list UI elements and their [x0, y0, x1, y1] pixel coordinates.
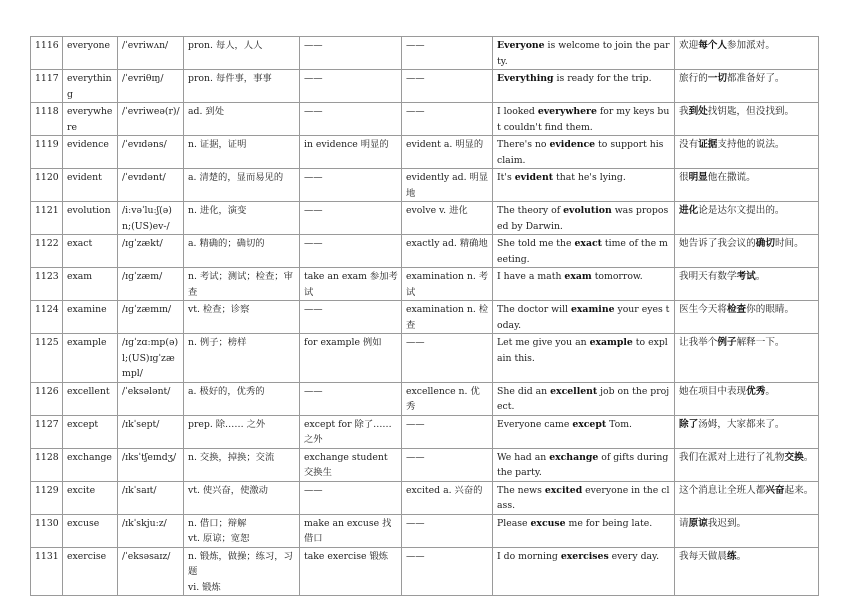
definition-line: vt. 使兴奋，使激动 — [188, 484, 268, 496]
sentence-keyword: evidence — [549, 139, 596, 150]
entry-number: 1116 — [31, 37, 63, 70]
translation-after: 。 — [765, 385, 775, 397]
translation-before: 很 — [679, 172, 689, 183]
phrase: for example 例如 — [300, 334, 402, 383]
vocabulary-table — [30, 36, 819, 596]
translation-after: 。 — [803, 451, 814, 463]
translation-keyword: 进化 — [679, 205, 699, 216]
phonetic-transcription: /ɪɡˈzæmɪn/ — [118, 301, 184, 334]
sentence-before: I do morning — [497, 550, 561, 562]
headword: everything — [63, 70, 118, 103]
translation-keyword: 到处 — [688, 106, 708, 117]
translation-after: 参加派对。 — [726, 40, 775, 51]
definition-line: n. 锻炼，做操；练习，习题 — [188, 550, 293, 577]
definition-line: n. 例子；榜样 — [188, 337, 247, 348]
phonetic-transcription: /ɪksˈtʃeɪndʒ/ — [118, 448, 184, 481]
entry-number: 1124 — [31, 301, 63, 334]
sentence-before: It's — [497, 172, 515, 183]
translation-keyword: 每个人 — [698, 40, 727, 51]
translation-keyword: 优秀 — [746, 385, 766, 397]
headword: evident — [63, 169, 118, 202]
definition — [184, 169, 300, 202]
derivative: —— — [402, 334, 493, 383]
entry-number: 1122 — [31, 235, 63, 268]
chinese-translation — [675, 301, 819, 334]
vocab-row — [31, 382, 819, 415]
translation-after: 找钥匙，但没找到。 — [707, 106, 795, 117]
example-sentence — [493, 70, 675, 103]
definition-line: n. 交换，掉换；交流 — [188, 451, 275, 463]
vocabulary-rows — [31, 37, 819, 596]
headword: exchange — [63, 448, 118, 481]
chinese-translation — [675, 235, 819, 268]
definition-line: ad. 到处 — [188, 106, 224, 117]
headword: excuse — [63, 514, 118, 547]
translation-before: 我 — [679, 106, 689, 117]
example-sentence — [493, 481, 675, 514]
sentence-before: I looked — [497, 106, 538, 117]
phrase: —— — [300, 382, 402, 415]
definition — [184, 37, 300, 70]
phrase: except for 除了…… 之外 — [300, 415, 402, 448]
translation-after: 支持他的说法。 — [717, 139, 785, 150]
derivative: excited a. 兴奋的 — [402, 481, 493, 514]
phonetic-transcription: /ɪkˈsept/ — [118, 415, 184, 448]
definition — [184, 136, 300, 169]
phonetic-transcription: /ɪɡˈzækt/ — [118, 235, 184, 268]
translation-after: 起来。 — [784, 484, 814, 496]
example-sentence — [493, 37, 675, 70]
derivative: —— — [402, 70, 493, 103]
sentence-after: for my keys but couldn't find them. — [497, 106, 670, 133]
translation-before: 让我举个 — [679, 337, 718, 348]
entry-number: 1130 — [31, 514, 63, 547]
definition-line: prep. 除…… 之外 — [188, 418, 266, 430]
sentence-after: every day. — [608, 550, 660, 562]
derivative: —— — [402, 514, 493, 547]
sentence-after: that he's lying. — [553, 172, 626, 183]
translation-keyword: 一切 — [707, 73, 727, 84]
translation-keyword: 证据 — [698, 139, 718, 150]
derivative: —— — [402, 37, 493, 70]
example-sentence — [493, 301, 675, 334]
translation-keyword: 确切 — [755, 238, 775, 249]
definition — [184, 514, 300, 547]
phrase: —— — [300, 481, 402, 514]
phrase: —— — [300, 202, 402, 235]
vocab-row — [31, 514, 819, 547]
example-sentence — [493, 169, 675, 202]
chinese-translation — [675, 169, 819, 202]
sentence-after: is ready for the trip. — [553, 73, 652, 84]
definition-line: n. 借口；辩解 — [188, 517, 247, 529]
phrase: —— — [300, 70, 402, 103]
derivative: examination n. 检查 — [402, 301, 493, 334]
phrase: make an excuse 找借口 — [300, 514, 402, 547]
headword: exam — [63, 268, 118, 301]
chinese-translation — [675, 481, 819, 514]
chinese-translation — [675, 514, 819, 547]
chinese-translation — [675, 103, 819, 136]
translation-keyword: 交换 — [784, 451, 804, 463]
phrase: exchange student 交换生 — [300, 448, 402, 481]
vocab-row — [31, 268, 819, 301]
phrase: —— — [300, 301, 402, 334]
phrase: —— — [300, 37, 402, 70]
sentence-after: Tom. — [606, 418, 632, 430]
derivative: —— — [402, 103, 493, 136]
headword: evidence — [63, 136, 118, 169]
sentence-keyword: exercises — [560, 550, 609, 562]
translation-before: 医生今天将 — [679, 304, 727, 315]
definition-line: vt. 检查；诊察 — [188, 304, 250, 315]
definition-line: a. 极好的，优秀的 — [188, 385, 265, 397]
translation-keyword: 原谅 — [688, 517, 708, 529]
headword: everyone — [63, 37, 118, 70]
translation-before: 我每天做晨 — [679, 550, 727, 562]
headword: examine — [63, 301, 118, 334]
sentence-after: of gifts during the party. — [497, 451, 669, 478]
translation-keyword: 除了 — [679, 418, 699, 430]
vocab-row — [31, 235, 819, 268]
definition-line: vt. 原谅；宽恕 — [188, 533, 250, 544]
translation-before: 我们在派对上进行了礼物 — [679, 451, 785, 463]
sentence-keyword: everywhere — [537, 106, 597, 117]
phonetic-transcription: /ˈeksələnt/ — [118, 382, 184, 415]
vocab-row — [31, 448, 819, 481]
headword: excite — [63, 481, 118, 514]
sentence-before: I have a math — [497, 271, 565, 282]
translation-before: 她告诉了我会议的 — [679, 238, 756, 249]
entry-number: 1126 — [31, 382, 63, 415]
vocab-row — [31, 334, 819, 383]
example-sentence — [493, 448, 675, 481]
vocab-row — [31, 103, 819, 136]
chinese-translation — [675, 136, 819, 169]
definition — [184, 382, 300, 415]
sentence-keyword: exchange — [549, 451, 599, 463]
sentence-keyword: evident — [514, 172, 554, 183]
entry-number: 1117 — [31, 70, 63, 103]
phonetic-transcription: /ɪɡˈzæm/ — [118, 268, 184, 301]
sentence-keyword: examine — [570, 304, 615, 315]
chinese-translation — [675, 334, 819, 383]
phrase: —— — [300, 235, 402, 268]
sentence-before: The theory of — [497, 205, 564, 216]
derivative: evolve v. 进化 — [402, 202, 493, 235]
translation-keyword: 考试 — [736, 271, 756, 282]
example-sentence — [493, 103, 675, 136]
vocab-row — [31, 547, 819, 596]
sentence-keyword: example — [589, 337, 633, 348]
definition-line: vi. 锻炼 — [188, 581, 221, 593]
vocab-row — [31, 169, 819, 202]
entry-number: 1127 — [31, 415, 63, 448]
definition-line: n. 考试；测试；检查；审查 — [188, 271, 293, 298]
phrase: take an exam 参加考试 — [300, 268, 402, 301]
sentence-after: to explain this. — [497, 337, 668, 364]
chinese-translation — [675, 415, 819, 448]
chinese-translation — [675, 448, 819, 481]
sentence-before: The news — [497, 484, 545, 496]
definition — [184, 202, 300, 235]
definition-line: pron. 每人，人人 — [188, 40, 263, 51]
definition — [184, 235, 300, 268]
sentence-after: was proposed by Darwin. — [497, 205, 669, 232]
translation-after: 汤姆，大家都来了。 — [698, 418, 785, 430]
sentence-before: There's no — [497, 139, 550, 150]
sentence-keyword: Everyone — [497, 40, 545, 51]
sentence-after: job on the project. — [497, 385, 670, 412]
sentence-keyword: excellent — [550, 385, 598, 397]
sentence-after: everyone in the class. — [497, 484, 670, 511]
derivative: —— — [402, 415, 493, 448]
translation-before: 欢迎 — [679, 40, 699, 51]
definition-line: n. 进化，演变 — [188, 205, 247, 216]
translation-before: 请 — [679, 517, 689, 529]
entry-number: 1119 — [31, 136, 63, 169]
definition — [184, 547, 300, 596]
definition — [184, 448, 300, 481]
chinese-translation — [675, 37, 819, 70]
derivative: —— — [402, 448, 493, 481]
vocab-row — [31, 301, 819, 334]
derivative: examination n. 考试 — [402, 268, 493, 301]
translation-after: 。 — [736, 550, 747, 562]
headword: excellent — [63, 382, 118, 415]
vocab-row — [31, 481, 819, 514]
sentence-keyword: except — [572, 418, 607, 430]
phonetic-transcription: /ɪɡˈzɑːmp(ə)l;(US)ɪɡˈzæmpl/ — [118, 334, 184, 383]
sentence-keyword: exact — [574, 238, 602, 249]
entry-number: 1121 — [31, 202, 63, 235]
phonetic-transcription: /ˈevriθɪŋ/ — [118, 70, 184, 103]
sentence-after: tomorrow. — [591, 271, 643, 282]
definition-line: n. 证据，证明 — [188, 139, 247, 150]
sentence-before: Please — [497, 517, 531, 529]
translation-keyword: 明显 — [688, 172, 708, 183]
sentence-after: your eyes today. — [497, 304, 670, 331]
translation-after: 。 — [755, 271, 766, 282]
definition-line: a. 清楚的，显而易见的 — [188, 172, 284, 183]
sentence-after: me for being late. — [565, 517, 653, 529]
derivative: evident a. 明显的 — [402, 136, 493, 169]
vocabulary-sheet — [30, 36, 818, 596]
sentence-before: We had an — [497, 451, 550, 463]
translation-before: 这个消息让全班人都 — [679, 484, 766, 496]
phonetic-transcription: /ˈevɪdənt/ — [118, 169, 184, 202]
definition — [184, 301, 300, 334]
sentence-keyword: Everything — [497, 73, 554, 84]
translation-after: 解释一下。 — [736, 337, 785, 348]
headword: except — [63, 415, 118, 448]
vocab-row — [31, 37, 819, 70]
phrase: in evidence 明显的 — [300, 136, 402, 169]
translation-after: 论是达尔文提出的。 — [698, 205, 785, 216]
translation-keyword: 例子 — [717, 337, 737, 348]
phonetic-transcription: /iːvəˈluːʃ(ə)n;(US)ev-/ — [118, 202, 184, 235]
translation-before: 我明天有数学 — [679, 271, 737, 282]
translation-after: 你的眼睛。 — [746, 304, 795, 315]
definition — [184, 334, 300, 383]
definition — [184, 268, 300, 301]
translation-after: 我迟到。 — [707, 517, 747, 529]
sentence-before: She told me the — [497, 238, 575, 249]
chinese-translation — [675, 547, 819, 596]
example-sentence — [493, 136, 675, 169]
chinese-translation — [675, 70, 819, 103]
entry-number: 1128 — [31, 448, 63, 481]
translation-before: 没有 — [679, 139, 699, 150]
definition — [184, 103, 300, 136]
phonetic-transcription: /ˈevriwʌn/ — [118, 37, 184, 70]
entry-number: 1123 — [31, 268, 63, 301]
sentence-before: The doctor will — [497, 304, 571, 315]
sentence-keyword: excuse — [530, 517, 566, 529]
headword: everywhere — [63, 103, 118, 136]
sentence-keyword: evolution — [563, 205, 612, 216]
headword: evolution — [63, 202, 118, 235]
headword: exercise — [63, 547, 118, 596]
chinese-translation — [675, 202, 819, 235]
vocab-row — [31, 202, 819, 235]
translation-before: 她在项目中表现 — [679, 385, 747, 397]
entry-number: 1118 — [31, 103, 63, 136]
sentence-after: time of the meeting. — [497, 238, 668, 265]
derivative: —— — [402, 547, 493, 596]
sentence-before: She did an — [497, 385, 551, 397]
translation-after: 都准备好了。 — [726, 73, 785, 84]
example-sentence — [493, 202, 675, 235]
translation-before: 旅行的 — [679, 73, 708, 84]
definition — [184, 70, 300, 103]
phrase: take exercise 锻炼 — [300, 547, 402, 596]
translation-keyword: 检查 — [726, 304, 747, 315]
vocab-row — [31, 70, 819, 103]
headword: exact — [63, 235, 118, 268]
sentence-after: to support his claim. — [497, 139, 664, 166]
headword: example — [63, 334, 118, 383]
sentence-after: is welcome to join the party. — [497, 40, 670, 67]
translation-keyword: 兴奋 — [765, 484, 785, 496]
sentence-before: Everyone came — [497, 418, 573, 430]
phonetic-transcription: /ˈeksəsaɪz/ — [118, 547, 184, 596]
example-sentence — [493, 514, 675, 547]
phonetic-transcription: /ˈevriweə(r)/ — [118, 103, 184, 136]
entry-number: 1125 — [31, 334, 63, 383]
chinese-translation — [675, 382, 819, 415]
sentence-before: Let me give you an — [497, 337, 590, 348]
vocab-row — [31, 415, 819, 448]
vocab-row — [31, 136, 819, 169]
translation-keyword: 练 — [726, 550, 737, 562]
phonetic-transcription: /ˈevɪdəns/ — [118, 136, 184, 169]
definition-line: pron. 每件事，事事 — [188, 73, 272, 84]
entry-number: 1129 — [31, 481, 63, 514]
example-sentence — [493, 547, 675, 596]
sentence-keyword: exam — [564, 271, 592, 282]
sentence-keyword: excited — [544, 484, 583, 496]
phrase: —— — [300, 103, 402, 136]
derivative: excellence n. 优秀 — [402, 382, 493, 415]
derivative: exactly ad. 精确地 — [402, 235, 493, 268]
chinese-translation — [675, 268, 819, 301]
phonetic-transcription: /ɪkˈskjuːz/ — [118, 514, 184, 547]
example-sentence — [493, 382, 675, 415]
example-sentence — [493, 268, 675, 301]
definition-line: a. 精确的；确切的 — [188, 238, 265, 249]
entry-number: 1131 — [31, 547, 63, 596]
phonetic-transcription: /ɪkˈsaɪt/ — [118, 481, 184, 514]
example-sentence — [493, 334, 675, 383]
definition — [184, 415, 300, 448]
entry-number: 1120 — [31, 169, 63, 202]
translation-after: 他在撒谎。 — [707, 172, 756, 183]
definition — [184, 481, 300, 514]
example-sentence — [493, 235, 675, 268]
derivative: evidently ad. 明显地 — [402, 169, 493, 202]
translation-after: 时间。 — [774, 238, 804, 249]
phrase: —— — [300, 169, 402, 202]
example-sentence — [493, 415, 675, 448]
